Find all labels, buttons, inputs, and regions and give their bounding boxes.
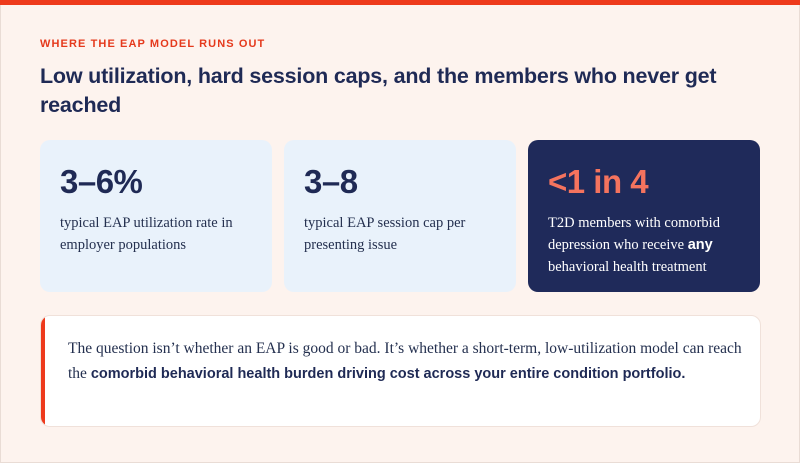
desc-emphasis: any <box>687 237 713 253</box>
callout-box <box>40 315 761 427</box>
stat-description <box>548 212 740 278</box>
callout-text-plain: The question isn’t whether an EAP is good or bad. It’s whether a short-term, low-utilization model can reach the <box>68 340 742 382</box>
stat-card-treatment <box>528 140 760 292</box>
desc-text: T2D members with comorbid depression who receive <box>548 215 720 253</box>
callout-accent-bar <box>41 316 45 426</box>
stat-value: 3–6% <box>60 163 143 200</box>
stat-card-session-cap <box>284 140 516 292</box>
stat-card-utilization <box>40 140 272 292</box>
section-eyebrow: WHERE THE EAP MODEL RUNS OUT <box>40 38 266 50</box>
desc-text: behavioral health treatment <box>548 259 707 275</box>
callout-text-emphasis: comorbid behavioral health burden driving cost across your entire condition portfolio. <box>90 366 686 382</box>
stat-value: 3–8 <box>304 163 358 200</box>
page-headline: Low utilization, hard session caps, and the members who never get reached <box>40 64 717 117</box>
stat-description: typical EAP session cap per presenting issue <box>304 215 466 253</box>
stat-description: typical EAP utilization rate in employer populations <box>60 215 233 253</box>
stat-value: <1 in 4 <box>548 163 649 200</box>
callout-text <box>68 336 748 387</box>
